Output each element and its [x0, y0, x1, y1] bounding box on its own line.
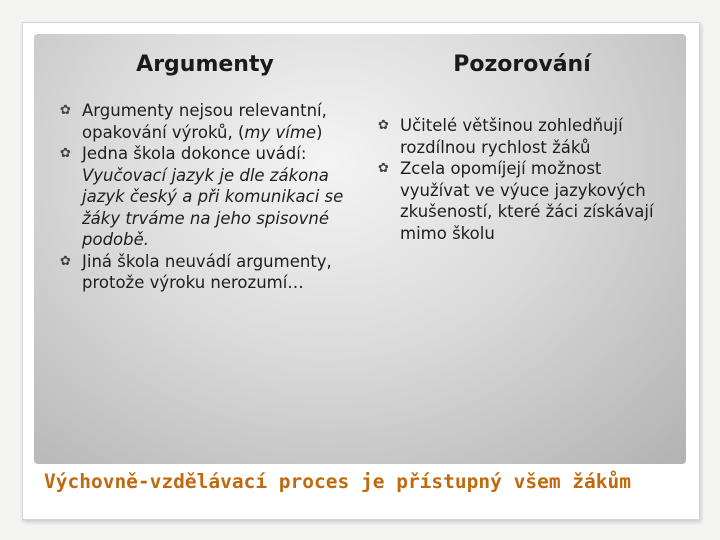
list-item — [378, 115, 668, 158]
flower-bullet-icon: ✿ — [60, 253, 71, 269]
bullet-text: Učitelé většinou zohledňují rozdílnou rychlost žáků — [400, 116, 623, 157]
flower-bullet-icon: ✿ — [60, 146, 71, 161]
list-item — [60, 143, 345, 251]
list-item — [378, 158, 668, 244]
list-item — [60, 100, 345, 143]
right-column-title: Pozorování — [453, 52, 591, 77]
bullet-italic-quote: Vyučovací jazyk je dle zákona jazyk český a při komunikaci se žáky trváme na jeho spisovné podobě. — [82, 165, 344, 249]
arguments-list — [60, 100, 345, 294]
bullet-italic-text: my víme — [244, 122, 317, 142]
bullet-text-tail: ) — [316, 122, 323, 142]
bullet-text: Jedna škola dokonce uvádí: — [82, 144, 307, 163]
bullet-text: Argumenty nejsou relevantní, opakování výroků, ( — [82, 101, 327, 142]
list-item — [60, 251, 345, 294]
flower-bullet-icon: ✿ — [378, 161, 389, 176]
flower-bullet-icon: ✿ — [378, 118, 389, 133]
observations-list — [378, 115, 668, 244]
flower-bullet-icon: ✿ — [60, 103, 71, 118]
conclusion-banner: Výchovně-vzdělávací proces je přístupný všem žákům — [44, 470, 631, 493]
bullet-text: Zcela opomíjejí možnost využívat ve výuce jazykových zkušeností, které žáci získávají mimo školu — [400, 159, 654, 243]
left-column-title: Argumenty — [136, 52, 274, 77]
bullet-text: Jiná škola neuvádí argumenty, protože výroku nerozumí… — [82, 251, 332, 292]
